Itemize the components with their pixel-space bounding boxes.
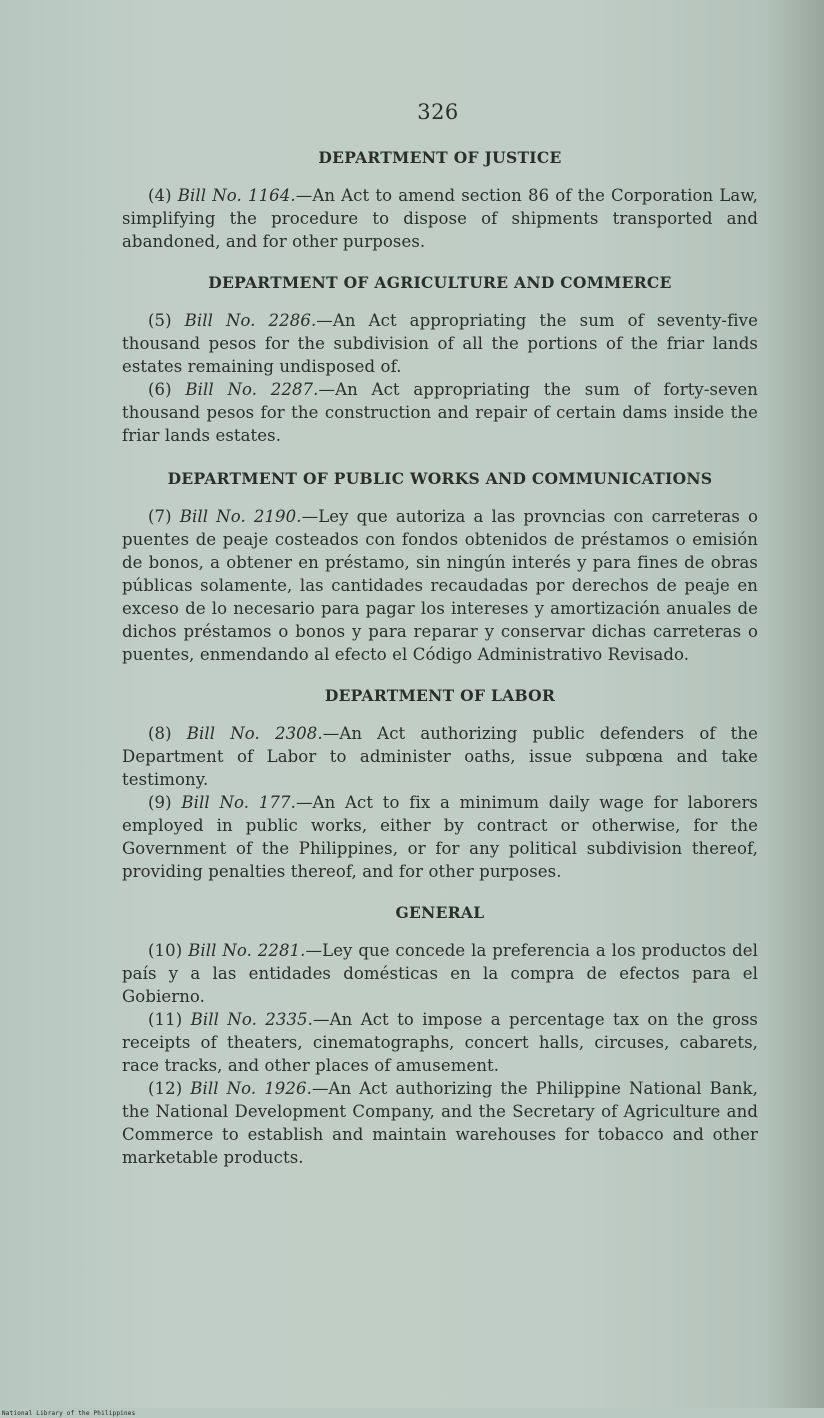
bill-entry (122, 309, 758, 378)
bill-entry (122, 378, 758, 447)
section-heading: DEPARTMENT OF LABOR (324, 686, 556, 705)
bill-text: —An Act authorizing the Philippine National Bank, the National Development Company, and the Secretary of Agriculture and Commerce to establish and maintain warehouses for tobacco and other marketable products. (122, 1079, 758, 1167)
bill-reference: Bill No. 177. (181, 793, 296, 812)
bill-entry (122, 791, 758, 883)
bill-entry (122, 722, 758, 791)
bill-number: (12) (148, 1079, 183, 1098)
bill-number: (6) (148, 380, 172, 399)
page-number: 326 (417, 100, 459, 124)
bill-text: —An Act to fix a minimum daily wage for laborers employed in public works, either by contract or otherwise, for the Government of the Philippines, or for any political subdivision thereof, providing penalties thereof, and for other purposes. (122, 793, 759, 881)
bill-entry (122, 1008, 758, 1077)
bill-reference: Bill No. 2335. (190, 1010, 314, 1029)
bill-number: (7) (148, 507, 172, 526)
bill-reference: Bill No. 2190. (179, 507, 302, 526)
bill-number: (10) (148, 941, 183, 960)
bill-entry (122, 1077, 758, 1169)
bill-entry (122, 184, 758, 253)
bill-text: —An Act appropriating the sum of forty-seven thousand pesos for the construction and repair of certain dams inside the friar lands estates. (122, 380, 758, 445)
bill-number: (11) (148, 1010, 183, 1029)
bill-text: —An Act appropriating the sum of seventy-five thousand pesos for the subdivision of all the portions of the friar lands estates remaining undisposed of. (122, 311, 758, 376)
library-credit: National Library of the Philippines (2, 1410, 136, 1417)
bill-reference: Bill No. 1926. (190, 1079, 312, 1098)
bill-entry (122, 505, 758, 666)
bill-reference: Bill No. 2308. (186, 724, 323, 743)
bill-text: —An Act to impose a percentage tax on the gross receipts of theaters, cinematographs, concert halls, circuses, cabarets, race tracks, and other places of amusement. (122, 1010, 758, 1075)
section-heading: GENERAL (395, 903, 485, 922)
bill-number: (8) (148, 724, 172, 743)
section-heading: DEPARTMENT OF AGRICULTURE AND COMMERCE (208, 273, 672, 292)
section-heading: DEPARTMENT OF PUBLIC WORKS AND COMMUNICATIONS (167, 469, 713, 488)
bill-reference: Bill No. 1164. (177, 186, 296, 205)
bill-entry (122, 939, 758, 1008)
bill-text: —Ley que autoriza a las provncias con carreteras o puentes de peaje costeados con fondos obtenidos de préstamos o emisión de bonos, a obtener en préstamo, sin ningún interés y para fines de obras públicas solamente, las cantidades recaudadas por derechos de peaje en exceso de lo necesario para pagar los intereses y amortización anuales de dichos préstamos o bonos y para reparar y conservar dichas carreteras o puentes, enmendando al efecto el Código Administrativo Revisado. (122, 507, 758, 664)
bill-reference: Bill No. 2281. (188, 941, 306, 960)
bill-number: (9) (148, 793, 172, 812)
section-heading: DEPARTMENT OF JUSTICE (318, 148, 562, 167)
document-body (122, 148, 758, 1169)
bill-text: —An Act authorizing public defenders of the Department of Labor to administer oaths, issue subpœna and take testimony. (122, 724, 758, 789)
bill-number: (4) (148, 186, 172, 205)
bill-text: —An Act to amend section 86 of the Corporation Law, simplifying the procedure to dispose of shipments transported and abandoned, and for other purposes. (122, 186, 758, 251)
bill-reference: Bill No. 2287. (185, 380, 319, 399)
bill-reference: Bill No. 2286. (184, 311, 317, 330)
bill-number: (5) (148, 311, 172, 330)
bill-text: —Ley que concede la preferencia a los productos del país y a las entidades domésticas en la compra de efectos para el Gobierno. (122, 941, 758, 1006)
